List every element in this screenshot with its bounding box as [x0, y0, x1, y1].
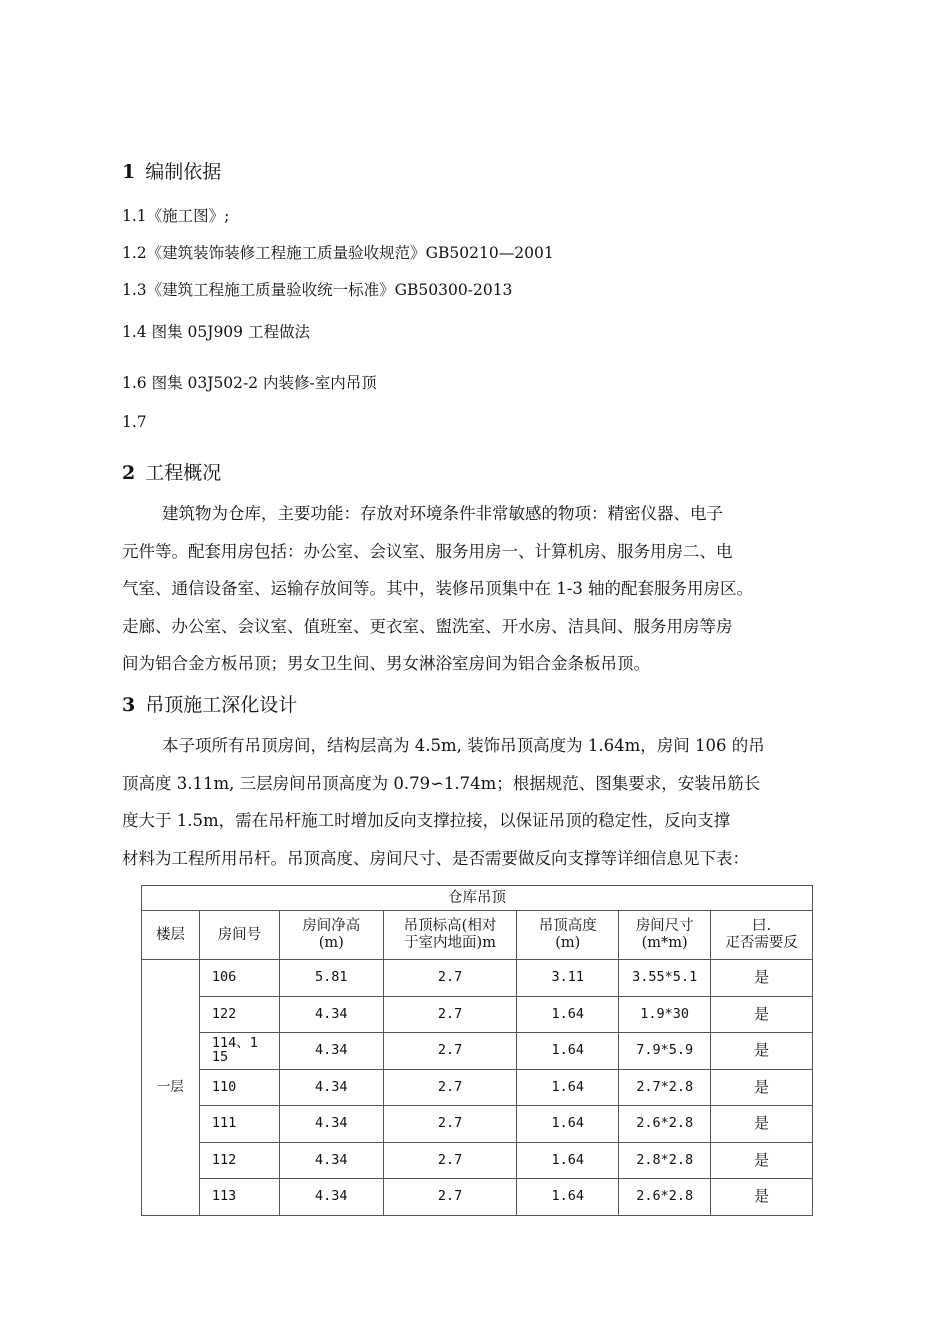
section-heading-2: [122, 458, 221, 485]
paragraph-line: 材料为工程所用吊杆。吊顶高度、房间尺寸、是否需要做反向支撑等详细信息见下表：: [122, 848, 749, 868]
section-title: 编制依据: [145, 161, 222, 183]
table-row: [142, 1179, 813, 1216]
header-ceiling-height: 吊顶高度 (m): [517, 911, 619, 960]
section-heading-1: [122, 157, 221, 184]
room-cell: 122: [199, 996, 279, 1033]
net-height-cell: 5.81: [279, 960, 383, 997]
floor-cell: 一层: [142, 960, 200, 1216]
ceiling-height-cell: 1.64: [517, 1106, 619, 1143]
support-cell: 是: [711, 996, 813, 1033]
net-height-cell: 4.34: [279, 1069, 383, 1106]
table-header-row: [142, 911, 813, 960]
net-height-cell: 4.34: [279, 1033, 383, 1070]
paragraph-line: 走廊、办公室、会议室、值班室、更衣室、盥洗室、开水房、洁具间、服务用房等房: [122, 616, 733, 636]
room-size-cell: 2.8*2.8: [619, 1142, 711, 1179]
elevation-cell: 2.7: [383, 1179, 517, 1216]
room-cell: 114、1 15: [199, 1033, 279, 1070]
net-height-cell: 4.34: [279, 1142, 383, 1179]
room-cell: 110: [199, 1069, 279, 1106]
room-size-cell: 3.55*5.1: [619, 960, 711, 997]
overview-paragraph: [122, 495, 842, 683]
support-cell: 是: [711, 1179, 813, 1216]
net-height-cell: 4.34: [279, 996, 383, 1033]
header-room-size: 房间尺寸 (m*m): [619, 911, 711, 960]
table-row: [142, 960, 813, 997]
elevation-cell: 2.7: [383, 996, 517, 1033]
support-cell: 是: [711, 1033, 813, 1070]
ceiling-height-cell: 3.11: [517, 960, 619, 997]
section-heading-3: [122, 690, 297, 717]
header-support: 曰. 疋否需要反: [711, 911, 813, 960]
room-size-cell: 7.9*5.9: [619, 1033, 711, 1070]
table-row: [142, 1033, 813, 1070]
room-size-cell: 2.6*2.8: [619, 1179, 711, 1216]
room-cell: 106: [199, 960, 279, 997]
section-title: 吊顶施工深化设计: [145, 694, 298, 716]
reference-item: 1.7: [122, 413, 147, 431]
reference-item: 1.2《建筑装饰装修工程施工质量验收规范》GB50210—2001: [122, 244, 554, 262]
header-floor: 楼层: [142, 911, 200, 960]
elevation-cell: 2.7: [383, 1142, 517, 1179]
elevation-cell: 2.7: [383, 1033, 517, 1070]
ceiling-height-cell: 1.64: [517, 1069, 619, 1106]
reference-item: 1.4 图集 05J909 工程做法: [122, 323, 310, 341]
elevation-cell: 2.7: [383, 960, 517, 997]
paragraph-line: 建筑物为仓库，主要功能：存放对环境条件非常敏感的物项：精密仪器、电子: [162, 504, 723, 523]
paragraph-line: 顶高度 3.11m, 三层房间吊顶高度为 0.79∽1.74m；根据规范、图集要求，安装吊筋长: [122, 773, 761, 793]
room-size-cell: 2.6*2.8: [619, 1106, 711, 1143]
paragraph-line: 间为铝合金方板吊顶；男女卫生间、男女淋浴室房间为铝合金条板吊顶。: [122, 654, 650, 673]
elevation-cell: 2.7: [383, 1069, 517, 1106]
table-title: 仓库吊顶: [142, 886, 813, 911]
net-height-cell: 4.34: [279, 1179, 383, 1216]
support-cell: 是: [711, 1069, 813, 1106]
support-cell: 是: [711, 960, 813, 997]
room-cell: 111: [199, 1106, 279, 1143]
paragraph-line: 元件等。配套用房包括：办公室、会议室、服务用房一、计算机房、服务用房二、电: [122, 541, 733, 561]
design-paragraph: [122, 727, 842, 877]
section-number: 2: [122, 462, 136, 484]
reference-item: 1.3《建筑工程施工质量验收统一标准》GB50300-2013: [122, 281, 513, 299]
support-cell: 是: [711, 1106, 813, 1143]
room-cell: 112: [199, 1142, 279, 1179]
paragraph-line: 度大于 1.5m，需在吊杆施工时增加反向支撑拉接，以保证吊顶的稳定性，反向支撑: [122, 811, 731, 830]
header-net-height: 房间净高 (m): [279, 911, 383, 960]
room-size-cell: 2.7*2.8: [619, 1069, 711, 1106]
section-number: 3: [122, 694, 136, 716]
ceiling-height-cell: 1.64: [517, 996, 619, 1033]
ceiling-height-cell: 1.64: [517, 1142, 619, 1179]
support-cell: 是: [711, 1142, 813, 1179]
section-number: 1: [122, 161, 136, 183]
table-row: [142, 996, 813, 1033]
room-cell: 113: [199, 1179, 279, 1216]
paragraph-line: 本子项所有吊顶房间，结构层高为 4.5m, 装饰吊顶高度为 1.64m，房间 106 的吊: [162, 736, 765, 755]
ceiling-table: [141, 885, 813, 1216]
header-room: 房间号: [199, 911, 279, 960]
ceiling-height-cell: 1.64: [517, 1033, 619, 1070]
ceiling-height-cell: 1.64: [517, 1179, 619, 1216]
table-row: [142, 1106, 813, 1143]
room-size-cell: 1.9*30: [619, 996, 711, 1033]
header-elevation: 吊顶标高(相对 于室内地面)m: [383, 911, 517, 960]
net-height-cell: 4.34: [279, 1106, 383, 1143]
table-row: [142, 1142, 813, 1179]
elevation-cell: 2.7: [383, 1106, 517, 1143]
section-title: 工程概况: [145, 462, 222, 484]
table-row: [142, 1069, 813, 1106]
reference-item: 1.1《施工图》;: [122, 207, 230, 225]
reference-item: 1.6 图集 03J502-2 内装修-室内吊顶: [122, 374, 377, 392]
paragraph-line: 气室、通信设备室、运输存放间等。其中，装修吊顶集中在 1-3 轴的配套服务用房区。: [122, 579, 754, 598]
